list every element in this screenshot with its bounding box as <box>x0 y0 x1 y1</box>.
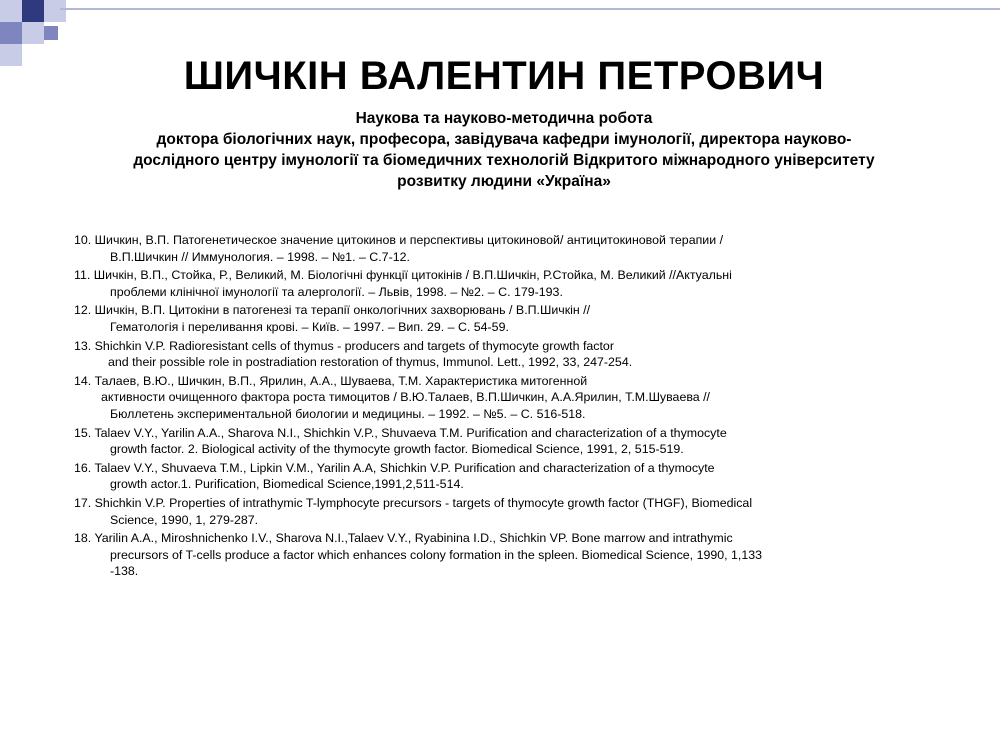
reference-text: 17. Shichkin V.P. Properties of intrathymic T-lymphocyte precursors - targets of thymocyte growth factor (THGF), Biomedical <box>74 495 753 510</box>
reference-text: -138. <box>110 564 139 579</box>
reference-text: 15. Talaev V.Y., Yarilin A.A., Sharova N.I., Shichkin V.P., Shuvaeva T.M. Purification and characterization of a thymocyte <box>74 425 727 440</box>
reference-item <box>74 302 964 335</box>
decor-square <box>0 0 22 22</box>
reference-text: 10. Шичкин, В.П. Патогенетическое значение цитокинов и перспективы цитокиновой/ антицитокиновой терапии / <box>74 233 724 247</box>
reference-text: 14. Талаев, В.Ю., Шичкин, В.П., Ярилин, А.А., Шуваева, Т.М. Характеристика митогенной <box>74 373 588 388</box>
subtitle <box>60 108 948 192</box>
reference-text: 11. Шичкін, В.П., Стойка, Р., Великий, М. Біологічні функції цитокінів / В.П.Шичкін, Р.Стойка, М. Великий //Актуальні <box>74 268 732 283</box>
reference-text: Гематологія і переливання крові. – Київ. – 1997. – Вип. 29. – С. 54-59. <box>110 319 509 334</box>
decor-line <box>60 8 1000 10</box>
subtitle-line: доктора біологічних наук, професора, завідувача кафедри імунології, директора науково- <box>156 131 852 148</box>
page-title: ШИЧКІН ВАЛЕНТИН ПЕТРОВИЧ <box>183 54 825 98</box>
reference-list <box>74 232 964 582</box>
subtitle-line: Наукова та науково-методична робота <box>355 110 653 127</box>
reference-item <box>74 373 964 423</box>
decor-square <box>22 0 44 22</box>
reference-text: активности очищенного фактора роста тимоцитов / В.Ю.Талаев, В.П.Шичкин, А.А.Ярилин, Т.М.Шуваева // <box>101 390 711 405</box>
reference-item <box>74 338 964 371</box>
decor-square <box>44 0 66 22</box>
reference-item <box>74 425 964 458</box>
reference-text: 12. Шичкін, В.П. Цитокіни в патогенезі та терапії онкологічних захворювань / В.П.Шичкін // <box>74 303 591 318</box>
reference-text: precursors of T-cells produce a factor which enhances colony formation in the spleen. Biomedical Science, 1990, 1,133 <box>110 547 763 562</box>
reference-item <box>74 460 964 493</box>
decor-square <box>44 26 58 40</box>
reference-text: 18. Yarilin A.A., Miroshnichenko I.V., Sharova N.I.,Talaev V.Y., Ryabinina I.D., Shichkin VP. Bone marrow and intrathymic <box>74 531 733 546</box>
reference-text: growth factor. 2. Biological activity of the thymocyte growth factor. Biomedical Science, 1991, 2, 515-519. <box>110 442 684 457</box>
reference-item <box>74 530 964 580</box>
subtitle-line: дослідного центру імунології та біомедичних технологій Відкритого міжнародного університету <box>133 152 875 169</box>
reference-text: Бюллетень экспериментальной биологии и медицины. – 1992. – №5. – С. 516-518. <box>110 406 586 421</box>
decor-square <box>0 22 22 44</box>
reference-text: В.П.Шичкин // Иммунология. – 1998. – №1. – С.7-12. <box>110 249 410 264</box>
reference-text: проблеми клінічної імунології та алергології. – Львів, 1998. – №2. – С. 179-193. <box>110 284 563 299</box>
subtitle-line: розвитку людини «Україна» <box>397 173 611 190</box>
reference-text: 13. Shichkin V.P. Radioresistant cells of thymus - producers and targets of thymocyte growth factor <box>74 338 614 353</box>
reference-text: Science, 1990, 1, 279-287. <box>110 512 259 527</box>
reference-text: growth actor.1. Purification, Biomedical Science,1991,2,511-514. <box>110 477 464 492</box>
reference-text: 16. Talaev V.Y., Shuvaeva T.M., Lipkin V.M., Yarilin A.A, Shichkin V.P. Purification and characterization of a thymocyte <box>74 460 715 475</box>
decor-square <box>22 22 44 44</box>
reference-item <box>74 495 964 528</box>
reference-text: and their possible role in postradiation restoration of thymus, Immunol. Lett., 1992, 33, 247-254. <box>108 355 633 370</box>
reference-item <box>74 232 964 265</box>
reference-item <box>74 267 964 300</box>
